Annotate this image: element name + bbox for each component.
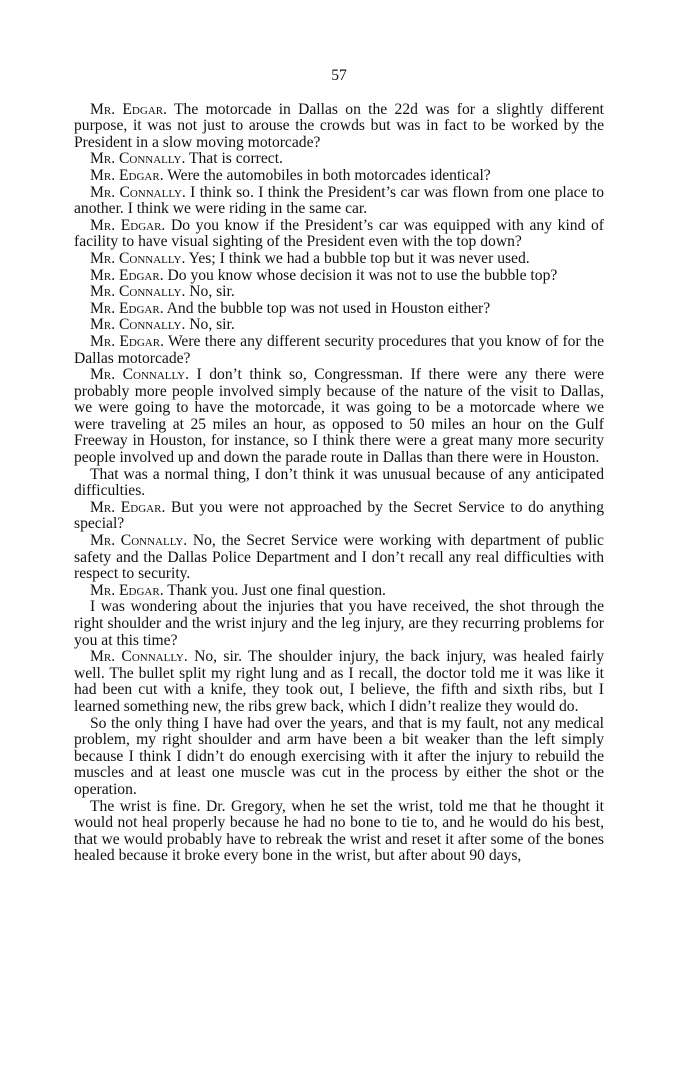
paragraph-6: [74, 251, 604, 268]
paragraph-text: The wrist is fine. Dr. Gregory, when he set the wrist, told me that he thought it would not heal properly because he had no bone to tie to, and he would do his best, that we would probably have to rebreak the wrist and reset it after some of the bones healed because it broke every bone in the wrist, but after about 90 days,: [74, 797, 604, 865]
paragraph-text: No, sir. The shoulder injury, the back injury, was healed fairly well. The bullet split my right lung and as I recall, the doctor told me it was like it had been cut with a knife, they took out, I believe, the fifth and sixth ribs, but I learned something new, the ribs grew back, which I didn’t realize they would do.: [74, 648, 604, 715]
paragraph-8: [74, 284, 604, 301]
paragraph-text: Thank you. Just one final question.: [163, 581, 386, 599]
paragraph-text: No, sir.: [185, 283, 235, 301]
paragraph-text: Do you know if the President’s car was equipped with any kind of facility to have visual sighting of the President even with the top down?: [74, 216, 604, 251]
speaker-label: Mr. Edgar.: [90, 332, 164, 350]
speaker-label: Mr. Connally.: [90, 283, 186, 301]
paragraph-19: [74, 716, 604, 799]
paragraph-text: And the bubble top was not used in Houston either?: [163, 299, 491, 317]
speaker-label: Mr. Connally.: [90, 183, 186, 201]
paragraph-20: [74, 799, 604, 865]
paragraph-9: [74, 301, 604, 318]
speaker-label: Mr. Connally.: [90, 316, 186, 334]
paragraph-11: [74, 334, 604, 367]
paragraph-2: [74, 151, 604, 168]
speaker-label: Mr. Edgar.: [90, 266, 164, 284]
paragraph-text: Do you know whose decision it was not to use the bubble top?: [163, 266, 558, 284]
paragraph-14: [74, 500, 604, 533]
paragraph-12: [74, 367, 604, 467]
speaker-label: Mr. Edgar.: [90, 498, 166, 516]
speaker-label: Mr. Edgar.: [90, 216, 166, 234]
speaker-label: Mr. Edgar.: [90, 166, 164, 184]
paragraph-text: I was wondering about the injuries that you have received, the shot through the right shoulder and the wrist injury and the leg injury, are they recurring problems for you at this time?: [74, 598, 604, 649]
paragraph-1: [74, 102, 604, 152]
paragraph-text: Were the automobiles in both motorcades identical?: [163, 166, 491, 184]
paragraph-3: [74, 168, 604, 185]
paragraph-15: [74, 533, 604, 583]
speaker-label: Mr. Connally.: [90, 366, 189, 384]
paragraph-text: That was a normal thing, I don’t think it was unusual because of any anticipated difficulties.: [74, 465, 604, 500]
paragraph-text: So the only thing I have had over the years, and that is my fault, not any medical problem, my right shoulder and arm have been a bit weaker than the left simply because I think I didn’t do enough exercising with it after the injury to rebuild the muscles and at least one muscle was cut in the process by either the shot or the operation.: [74, 714, 604, 798]
speaker-label: Mr. Connally.: [90, 150, 186, 168]
paragraph-text: No, sir.: [185, 316, 235, 334]
speaker-label: Mr. Edgar.: [90, 581, 164, 599]
paragraph-text: The motorcade in Dallas on the 22d was for a slightly different purpose, it was not just to arouse the crowds but was in fact to be worked by the President in a slow moving motorcade?: [74, 100, 604, 151]
paragraph-text: That is correct.: [185, 150, 283, 168]
paragraph-7: [74, 268, 604, 285]
paragraph-text: I think so. I think the President’s car was flown from one place to another. I think we were riding in the same car.: [74, 183, 604, 218]
speaker-label: Mr. Edgar.: [90, 100, 167, 118]
document-page: [74, 68, 604, 865]
speaker-label: Mr. Connally.: [90, 249, 186, 267]
paragraph-text: No, the Secret Service were working with department of public safety and the Dallas Police Department and I don’t recall any real difficulties with respect to security.: [74, 532, 604, 583]
paragraph-16: [74, 583, 604, 600]
page-number: 57: [331, 67, 347, 84]
paragraph-17: [74, 599, 604, 649]
paragraph-text: I don’t think so, Congressman. If there were any there were probably more people involved simply because of the nature of the visit to Dallas, we were going to have the motorcade, it was going to be a motorcade where we were traveling at 25 miles an hour, as opposed to 50 miles an hour on the Gulf Freeway in Houston, for instance, so I think there were a great many more security people involved up and down the parade route in Dallas than there were in Houston.: [74, 366, 604, 467]
paragraph-18: [74, 649, 604, 715]
speaker-label: Mr. Connally.: [90, 648, 188, 666]
speaker-label: Mr. Edgar.: [90, 299, 164, 317]
paragraph-5: [74, 218, 604, 251]
paragraph-13: [74, 467, 604, 500]
paragraph-10: [74, 317, 604, 334]
paragraph-text: Were there any different security procedures that you know of for the Dallas motorcade?: [74, 332, 604, 367]
paragraph-text: But you were not approached by the Secret Service to do anything special?: [74, 498, 604, 533]
speaker-label: Mr. Connally.: [90, 532, 188, 550]
paragraph-text: Yes; I think we had a bubble top but it was never used.: [185, 249, 530, 267]
paragraph-4: [74, 185, 604, 218]
